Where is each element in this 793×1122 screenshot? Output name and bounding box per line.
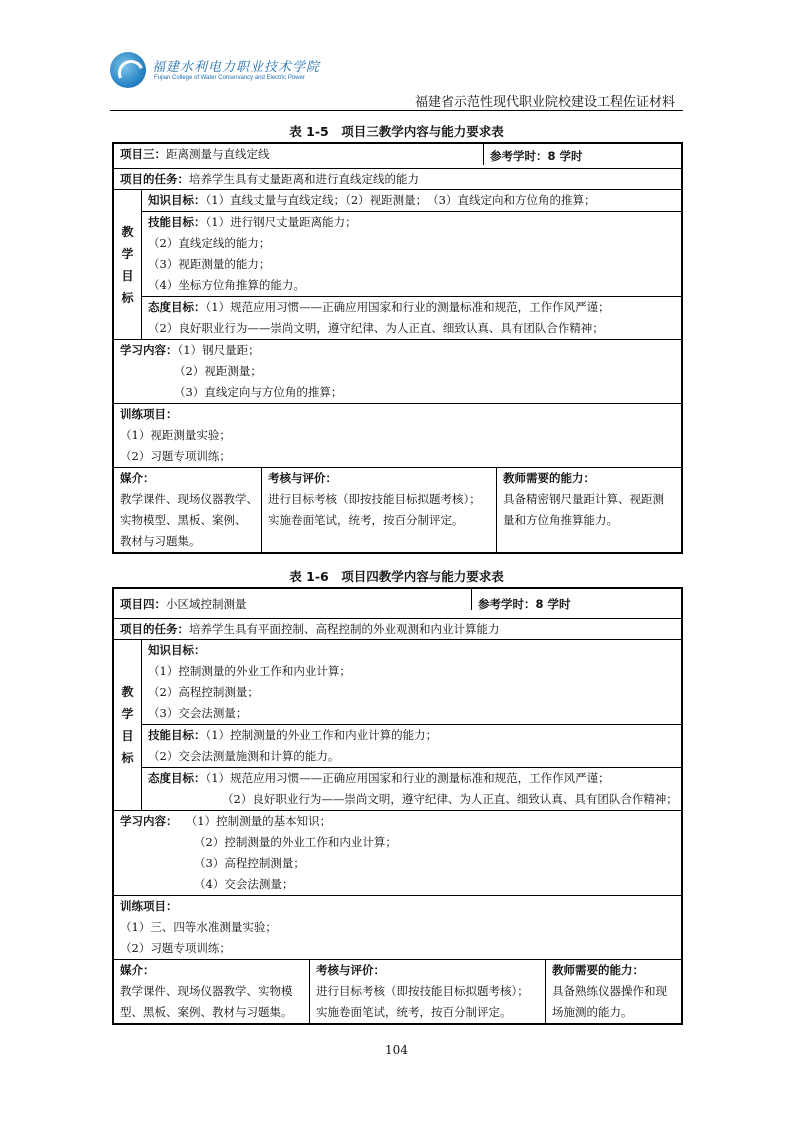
table1-caption: 表 1-5 项目三教学内容与能力要求表 — [289, 124, 504, 139]
table1-teacher-cell: 教师需要的能力： 具备精密钢尺量距计算、视距测 量和方位角推算能力。 — [503, 471, 664, 527]
table1-media-cell: 媒介： 教学课件、现场仪器教学、 实物模型、黑板、案例、 教材与习题集。 — [114, 468, 262, 552]
table1-goals-row — [114, 190, 681, 340]
page-number: 104 — [385, 1043, 408, 1057]
table1-task-label: 项目的任务： — [120, 172, 189, 186]
table1-training-row: 训练项目： （1）视距测量实验； （2）习题专项训练； — [114, 404, 681, 468]
college-logo — [110, 52, 321, 92]
table1-project-label: 项目三： — [120, 147, 166, 161]
table1-project-row — [114, 144, 681, 169]
table2-task-label: 项目的任务： — [120, 622, 189, 636]
table1-knowledge-goal: 知识目标：（1）直线丈量与直线定线；（2）视距测量； （3）直线定向和方位角的推算； — [142, 190, 681, 212]
table2-assess-cell: 考核与评价： 进行目标考核（即按技能目标拟题考核）； 实施卷面笔试，统考，按百分制评定。 — [310, 960, 546, 1023]
logo-emblem-icon — [110, 52, 146, 88]
document-title: 福建省示范性现代职业院校建设工程佐证材料 — [414, 95, 675, 110]
table2-caption: 表 1-6 项目四教学内容与能力要求表 — [289, 569, 504, 584]
table2-project-row — [114, 589, 681, 619]
table2-training-row: 训练项目： （1）三、四等水准测量实验； （2）习题专项训练； — [114, 896, 681, 960]
table2 — [112, 587, 683, 1025]
logo-english-name: Fujian College of Water Conservancy and Electric Power — [154, 75, 305, 81]
table2-project-name: 小区域控制测量 — [166, 597, 247, 611]
table1-goals-vertical-label: 教 学 目 标 — [114, 190, 142, 339]
table2-task-text: 培养学生具有平面控制、高程控制的外业观测和内业计算能力 — [189, 622, 500, 636]
table1-project-name: 距离测量与直线定线 — [166, 147, 270, 161]
table1-task-row — [114, 169, 681, 190]
table2-hours: 参考学时：8 学时 — [478, 597, 571, 611]
table2-goals-vertical-label: 教 学 目 标 — [114, 640, 142, 810]
table2-knowledge-goal: 知识目标： （1）控制测量的外业工作和内业计算； （2）高程控制测量； （3）交会法测量； — [142, 640, 681, 725]
table2-task-row — [114, 619, 681, 640]
header-divider — [110, 110, 683, 111]
table2-project-label: 项目四： — [120, 597, 166, 611]
logo-chinese-name: 福建水利电力职业技术学院 — [152, 60, 321, 75]
table1 — [112, 142, 683, 554]
table1-content-row: 学习内容：（1）钢尺量距； （2）视距测量； （3）直线定向与方位角的推算； — [114, 340, 681, 404]
table1-hours: 参考学时：8 学时 — [490, 149, 583, 163]
table1-skill-goal: 技能目标：（1）进行钢尺丈量距离能力； （2）直线定线的能力； （3）视距测量的能力； （4）坐标方位角推算的能力。 — [142, 212, 681, 297]
table2-attitude-goal: 态度目标：（1）规范应用习惯——正确应用国家和行业的测量标准和规范，工作作风严谨； （2）良好职业行为——崇尚文明，遵守纪律、为人正直、细致认真、具有团队合作精神； — [148, 771, 678, 806]
table2-bottom-row — [114, 960, 681, 1023]
table2-content-row: 学习内容： （1）控制测量的基本知识； （2）控制测量的外业工作和内业计算； （3）高程控制测量； （4）交会法测量； — [114, 811, 681, 896]
table2-goals-row — [114, 640, 681, 811]
table1-attitude-goal: 态度目标：（1）规范应用习惯——正确应用国家和行业的测量标准和规范，工作作风严谨； （2）良好职业行为——崇尚文明，遵守纪律、为人正直、细致认真、具有团队合作精神； — [148, 300, 610, 335]
table1-task-text: 培养学生具有丈量距离和进行直线定线的能力 — [189, 172, 419, 186]
table1-bottom-row — [114, 468, 681, 552]
table2-media-cell: 媒介： 教学课件、现场仪器教学、实物模 型、黑板、案例、教材与习题集。 — [114, 960, 310, 1023]
table1-assess-cell: 考核与评价： 进行目标考核（即按技能目标拟题考核）； 实施卷面笔试，统考，按百分制评定。 — [262, 468, 497, 552]
table2-teacher-cell: 教师需要的能力： 具备熟练仪器操作和现 场施测的能力。 — [552, 963, 667, 1019]
table2-skill-goal: 技能目标：（1）控制测量的外业工作和内业计算的能力； （2）交会法测量施测和计算的能力。 — [142, 725, 681, 768]
